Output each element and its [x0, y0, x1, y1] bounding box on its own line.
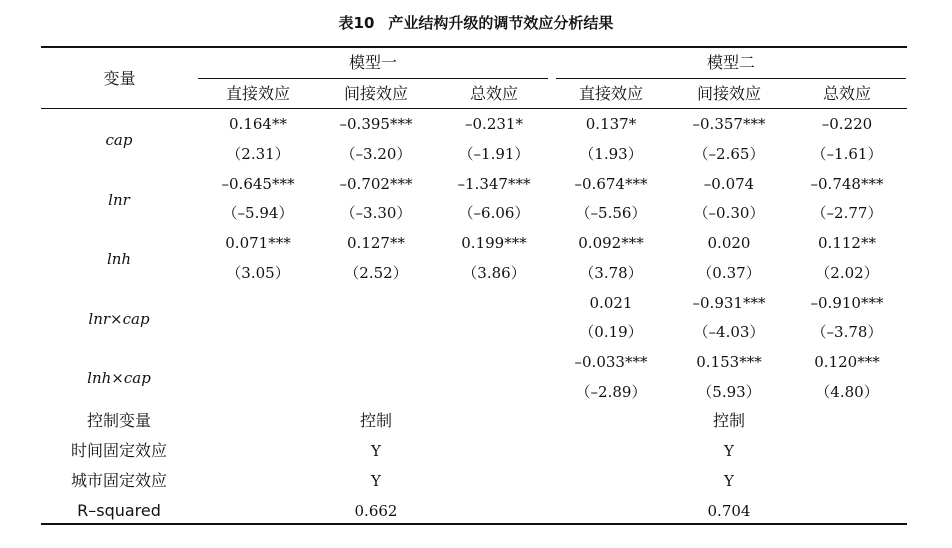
t-stat-cell: （5.93）: [697, 382, 761, 401]
footer-label: 控制变量: [86, 411, 151, 430]
variable-header: 变量: [103, 69, 136, 88]
t-stat-cell: （4.80）: [815, 382, 879, 401]
coefficient-cell: 0.020: [707, 234, 751, 252]
t-stat-cell: （–6.06）: [458, 204, 530, 222]
effect-header: 间接效应: [343, 84, 408, 103]
coefficient-cell: –0.074: [703, 174, 755, 193]
t-stat-cell: （3.78）: [579, 263, 643, 282]
model1-underline: [198, 78, 548, 79]
footer-label: R–squared: [77, 501, 161, 520]
t-stat-cell: （2.31）: [226, 144, 290, 163]
table-title: 产业结构升级的调节效应分析结果: [388, 14, 614, 32]
footer-label: 城市固定效应: [70, 471, 167, 490]
model2-footer-value: Y: [724, 472, 734, 490]
t-stat-cell: （–5.94）: [222, 204, 294, 222]
t-stat-cell: （–4.03）: [693, 323, 765, 341]
model2-footer-value: Y: [724, 442, 734, 460]
t-stat-cell: （–0.30）: [693, 204, 765, 222]
coefficient-cell: 0.021: [589, 293, 633, 312]
model2-underline: [556, 78, 906, 79]
coefficient-cell: –0.910***: [810, 293, 884, 312]
variable-name: cap: [105, 131, 133, 149]
coefficient-cell: –0.357***: [692, 115, 766, 133]
coefficient-cell: 0.199***: [461, 234, 527, 252]
t-stat-cell: （–3.78）: [811, 323, 883, 341]
effect-header: 直接效应: [225, 84, 290, 103]
coefficient-cell: –0.674***: [574, 174, 648, 193]
effect-header: 直接效应: [578, 84, 643, 103]
t-stat-cell: （2.02）: [815, 263, 879, 282]
t-stat-cell: （1.93）: [579, 144, 643, 163]
coefficient-cell: –0.231*: [465, 115, 523, 133]
variable-name: lnr: [108, 190, 130, 209]
t-stat-cell: （0.19）: [579, 323, 643, 341]
coefficient-cell: 0.127**: [347, 234, 405, 252]
t-stat-cell: （3.86）: [462, 263, 526, 282]
coefficient-cell: –0.033***: [574, 353, 648, 371]
coefficient-cell: 0.120***: [814, 353, 880, 371]
coefficient-cell: –0.645***: [221, 174, 295, 193]
effect-header: 间接效应: [696, 84, 761, 103]
table-caption: [0, 12, 952, 33]
variable-name: lnh×cap: [87, 369, 151, 387]
model1-footer-value: 0.662: [354, 502, 398, 520]
variable-name: lnr×cap: [88, 309, 150, 328]
coefficient-cell: 0.164**: [229, 115, 287, 133]
t-stat-cell: （3.05）: [226, 263, 290, 282]
coefficient-cell: 0.071***: [225, 234, 291, 252]
t-stat-cell: （–3.20）: [340, 144, 412, 163]
t-stat-cell: （–2.89）: [575, 382, 647, 401]
t-stat-cell: （–5.56）: [575, 204, 647, 222]
coefficient-cell: 0.153***: [696, 353, 762, 371]
t-stat-cell: （–1.61）: [811, 144, 883, 163]
table-number: 表10: [338, 14, 375, 32]
coefficient-cell: –0.395***: [339, 115, 413, 133]
t-stat-cell: （2.52）: [344, 263, 408, 282]
coefficient-cell: –1.347***: [457, 174, 531, 193]
coefficient-cell: –0.702***: [339, 174, 413, 193]
t-stat-cell: （–2.77）: [811, 204, 883, 222]
footer-label: 时间固定效应: [70, 441, 167, 460]
t-stat-cell: （–1.91）: [458, 144, 530, 163]
variable-name: lnh: [106, 250, 132, 268]
t-stat-cell: （–2.65）: [693, 144, 765, 163]
model1-header: 模型一: [348, 53, 397, 72]
coefficient-cell: –0.748***: [810, 174, 884, 193]
coefficient-cell: 0.112**: [818, 234, 876, 252]
model2-header: 模型二: [706, 53, 755, 72]
model2-footer-value: 0.704: [707, 502, 751, 520]
coefficient-cell: 0.092***: [578, 234, 644, 252]
top-rule: [41, 46, 907, 48]
model1-footer-value: Y: [371, 472, 381, 490]
model1-footer-value: Y: [371, 442, 381, 460]
coefficient-cell: 0.137*: [585, 115, 637, 133]
effect-header: 总效应: [469, 84, 518, 103]
model1-footer-value: 控制: [359, 411, 392, 430]
header-bottom-rule: [41, 108, 907, 109]
coefficient-cell: –0.931***: [692, 293, 766, 312]
coefficient-cell: –0.220: [821, 115, 873, 133]
bottom-rule: [41, 523, 907, 525]
t-stat-cell: （0.37）: [697, 263, 761, 282]
model2-footer-value: 控制: [712, 411, 745, 430]
t-stat-cell: （–3.30）: [340, 204, 412, 222]
effect-header: 总效应: [822, 84, 871, 103]
